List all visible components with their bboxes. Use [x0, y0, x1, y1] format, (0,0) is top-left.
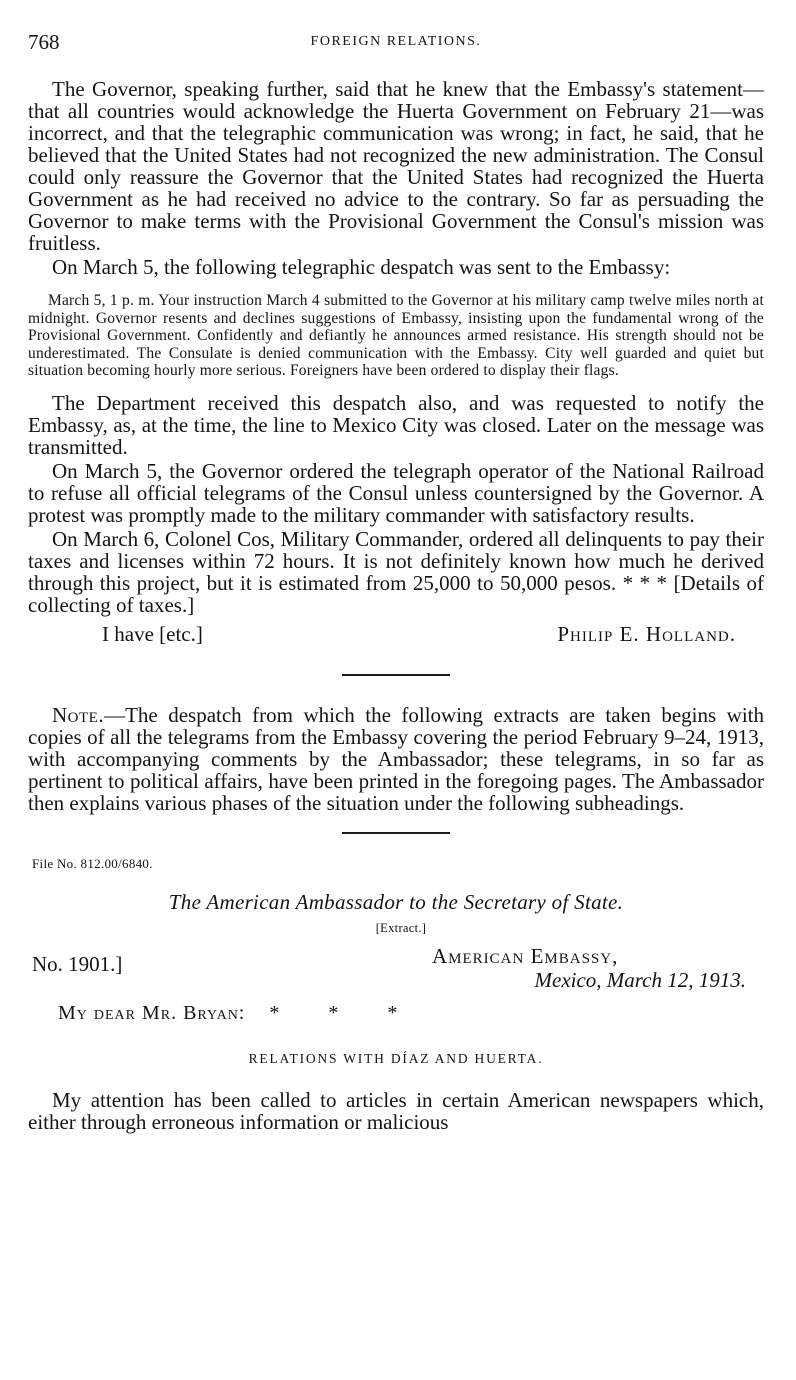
extract-tag: [Extract.] — [375, 920, 427, 935]
note-label: Note. — [52, 702, 105, 727]
embassy-name: American Embassy, — [432, 943, 619, 968]
place-and-date: Mexico, March 12, 1913. — [534, 967, 746, 992]
editorial-note — [28, 704, 764, 814]
subheading: RELATIONS WITH DÍAZ AND HUERTA. — [248, 1050, 544, 1066]
signature: Philip E. Holland. — [557, 621, 736, 646]
running-title: FOREIGN RELATIONS. — [310, 34, 482, 49]
document-page — [28, 30, 764, 1133]
dateline — [28, 942, 764, 994]
note-text: —The despatch from which the following extracts are taken begins with copies of all the telegrams from the Embassy covering the period February 9–24, 1913, with accompanying comments by the Ambassador; these telegrams, in so far as pertinent to political affairs, have been printed in the foregoing pages. The Ambassador then explains various phases of the situation under the following subheadings. — [28, 702, 764, 815]
paragraph-march5-intro: On March 5, the following telegraphic despatch was sent to the Embassy: — [52, 255, 671, 279]
closing-phrase: I have [etc.] — [102, 621, 203, 646]
paragraph-march6: On March 6, Colonel Cos, Military Commander, ordered all delinquents to pay their taxes and licenses within 72 hours. It is not definitely known how much he derived through this project, but it is estimated from 25,000 to 50,000 pesos. * * * [Details of collecting of taxes.] — [28, 526, 764, 617]
file-number: File No. 812.00/6840. — [32, 855, 153, 871]
closing-block — [28, 622, 764, 648]
paragraph-attention: My attention has been called to articles in certain American newspapers which, either through erroneous information or malicious — [28, 1087, 764, 1134]
section-divider — [342, 674, 450, 676]
paragraph-march5-telegraph: On March 5, the Governor ordered the telegraph operator of the National Railroad to refuse all official telegrams of the Consul unless countersigned by the Governor. A protest was promptly made to the military commander with satisfactory results. — [28, 458, 764, 527]
paragraph-department: The Department received this despatch also, and was requested to notify the Embassy, as, at the time, the line to Mexico City was closed. Later on the message was transmitted. — [28, 390, 764, 459]
dispatch-number: No. 1901.] — [32, 951, 123, 976]
paragraph-governor: The Governor, speaking further, said that he knew that the Embassy's statement—that all countries would acknowledge the Huerta Government on February 21—was incorrect, and that the telegraphic communication was wrong; in fact, he said, that he believed that the United States had not recognized the new administration. The Consul could only reassure the Governor that the United States had recognized the Huerta Government as he had received no advice to the contrary. So far as persuading the Governor to make terms with the Provisional Government the Consul's mission was fruitless. — [28, 77, 764, 255]
running-head — [28, 30, 764, 58]
document-title: The American Ambassador to the Secretary of State. — [168, 889, 624, 914]
page-number: 768 — [28, 30, 60, 54]
section-divider — [342, 832, 450, 834]
salutation: My dear Mr. Bryan: — [58, 1001, 246, 1024]
salutation-line — [58, 1002, 764, 1025]
ellipsis-stars: * * * — [269, 1001, 420, 1024]
telegram-quote: March 5, 1 p. m. Your instruction March 4 submitted to the Governor at his military camp twelve miles north at midnight. Governor resents and declines suggestions of Embassy, insisting upon the fundamental wrong of the Provisional Government. Confidently and defiantly he announces armed resistance. His strength should not be underestimated. The Consulate is denied communication with the Embassy. City well guarded and quiet but situation becoming hourly more serious. Foreigners have been ordered to display their flags. — [28, 292, 764, 379]
